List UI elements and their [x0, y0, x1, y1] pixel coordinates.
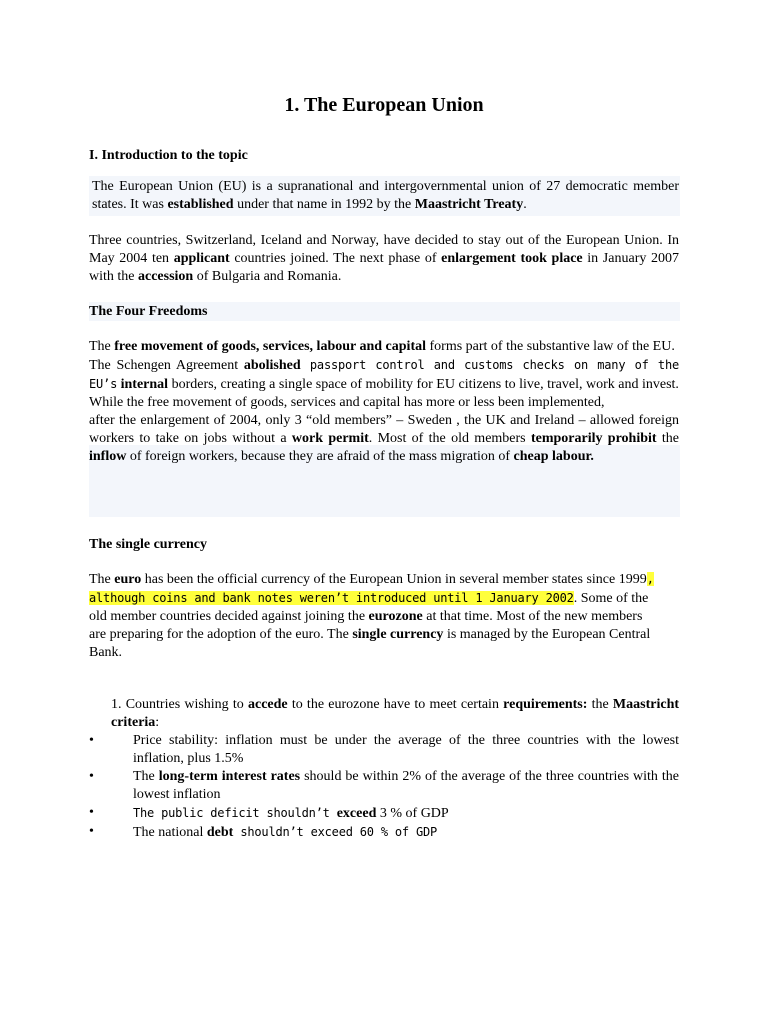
maastricht-criteria-section [89, 696, 680, 842]
criteria-list [89, 732, 680, 842]
freedoms-heading: The Four Freedoms [89, 304, 208, 319]
currency-heading: The single currency [89, 537, 207, 552]
freedoms-paragraph [89, 338, 679, 466]
workers-paragraph: after the enlargement of 2004, only 3 “old members” – Sweden , the UK and Ireland – allowed foreign workers to take on jobs without a work permit. Most of the old members temporarily prohibit the inflow of foreign workers, because they are afraid of the mass migration of cheap labour. [89, 413, 679, 464]
list-item: • The long-term interest rates should be within 2% of the average of the three countries with the lowest inflation [89, 769, 680, 802]
intro-heading: I. Introduction to the topic [89, 148, 248, 163]
bullet-icon: • [89, 824, 94, 839]
bullet-icon: • [89, 769, 94, 784]
bullet-icon: • [89, 733, 94, 748]
intro-paragraph: The European Union (EU) is a supranational and intergovernmental union of 27 democratic member states. It was established under that name in 1992 by the Maastricht Treaty. [92, 179, 679, 212]
countries-paragraph: Three countries, Switzerland, Iceland and Norway, have decided to stay out of the European Union. In May 2004 ten applicant countries joined. The next phase of enlargement took place in January 2007 with the accession of Bulgaria and Romania. [89, 233, 679, 284]
list-item: • The public deficit shouldn’t exceed 3 % of GDP [89, 805, 449, 821]
freedoms-line-1: The free movement of goods, services, labour and capital forms part of the substantive law of the EU. [89, 339, 675, 354]
document-title: 1. The European Union [284, 94, 484, 116]
schengen-paragraph: The Schengen Agreement abolished passport control and customs checks on many of the EU’s internal borders, creating a single space of mobility for EU citizens to live, travel, work and invest. [89, 358, 679, 392]
currency-paragraph: The euro has been the official currency of the European Union in several member states since 1999, although coins and bank notes weren’t introduced until 1 January 2002. Some of the old member countries decided against joining the eurozone at that time. Most of the new members are preparing for the adoption of the euro. The single currency is managed by the European Central Bank. [89, 572, 654, 660]
list-item: • The national debt shouldn’t exceed 60 % of GDP [89, 824, 438, 840]
criteria-intro: 1. Countries wishing to accede to the eurozone have to meet certain requirements: the Maastricht criteria: [111, 697, 680, 730]
bullet-icon: • [89, 805, 94, 820]
highlighted-text: , although coins and bank notes weren’t introduced until 1 January 2002 [89, 572, 654, 605]
free-movement-line: While the free movement of goods, services and capital has more or less been implemented, [89, 395, 605, 410]
list-item: • Price stability: inflation must be under the average of the three countries with the lowest inflation, plus 1.5% [89, 733, 679, 766]
